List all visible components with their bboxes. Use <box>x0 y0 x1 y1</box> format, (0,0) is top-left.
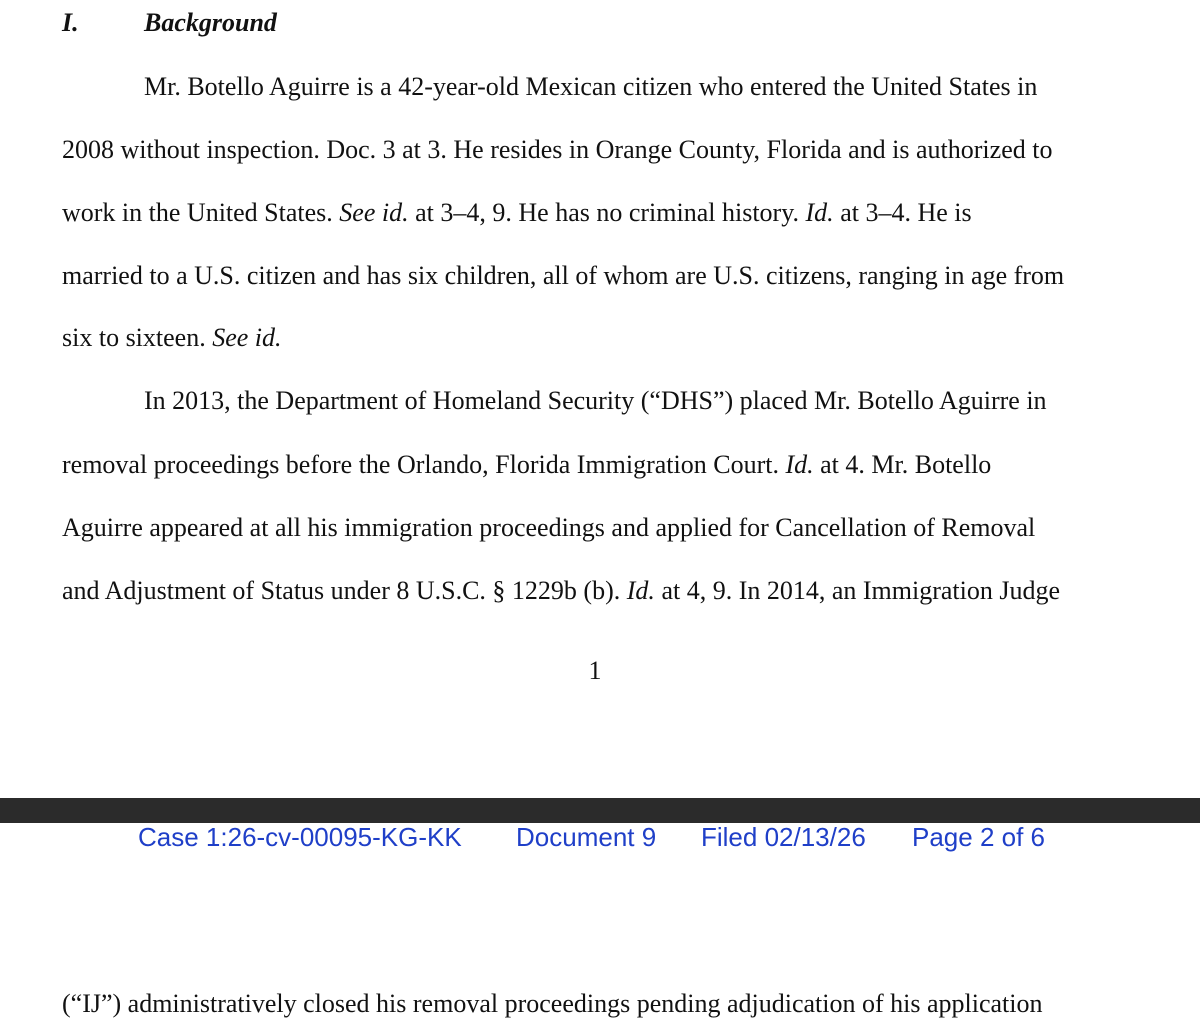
text-run: six to sixteen. <box>62 323 213 352</box>
citation-id: Id. <box>785 450 814 479</box>
document-number: Document 9 <box>516 822 657 852</box>
text-run: removal proceedings before the Orlando, Florida Immigration Court. <box>62 450 786 479</box>
citation-id: Id. <box>626 576 655 605</box>
body-line-1: Mr. Botello Aguirre is a 42-year-old Mexican citizen who entered the United States in <box>144 72 1038 101</box>
body-line-5 <box>62 322 282 354</box>
body-line-7 <box>62 449 991 481</box>
text-run: and Adjustment of Status under 8 U.S.C. § 1229b (b). <box>62 576 627 605</box>
page-number: 1 <box>588 656 602 685</box>
body-line-2: 2008 without inspection. Doc. 3 at 3. He resides in Orange County, Florida and is authorized to <box>62 135 1053 164</box>
text-run: at 4, 9. In 2014, an Immigration Judge <box>654 576 1061 605</box>
citation-see-id: See id. <box>212 323 282 352</box>
text-run: at 3–4. He is <box>833 198 972 227</box>
case-number: Case 1:26-cv-00095-KG-KK <box>138 822 462 852</box>
text-run: at 4. Mr. Botello <box>813 450 992 479</box>
body-line-10: (“IJ”) administratively closed his removal proceedings pending adjudication of his application <box>62 989 1043 1018</box>
section-title: Background <box>144 8 277 37</box>
body-line-9 <box>62 575 1060 607</box>
case-header <box>0 820 1200 854</box>
page-indicator: Page 2 of 6 <box>912 822 1045 852</box>
citation-see-id: See id. <box>339 198 409 227</box>
body-line-6: In 2013, the Department of Homeland Security (“DHS”) placed Mr. Botello Aguirre in <box>144 386 1047 415</box>
section-number: I. <box>62 8 79 37</box>
citation-id: Id. <box>805 198 834 227</box>
section-heading <box>62 7 277 39</box>
body-line-8: Aguirre appeared at all his immigration proceedings and applied for Cancellation of Removal <box>62 513 1036 542</box>
text-run: work in the United States. <box>62 198 340 227</box>
body-line-4: married to a U.S. citizen and has six children, all of whom are U.S. citizens, ranging in age from <box>62 261 1065 290</box>
text-run: at 3–4, 9. He has no criminal history. <box>408 198 806 227</box>
body-line-3 <box>62 197 972 229</box>
filed-date: Filed 02/13/26 <box>701 822 866 852</box>
